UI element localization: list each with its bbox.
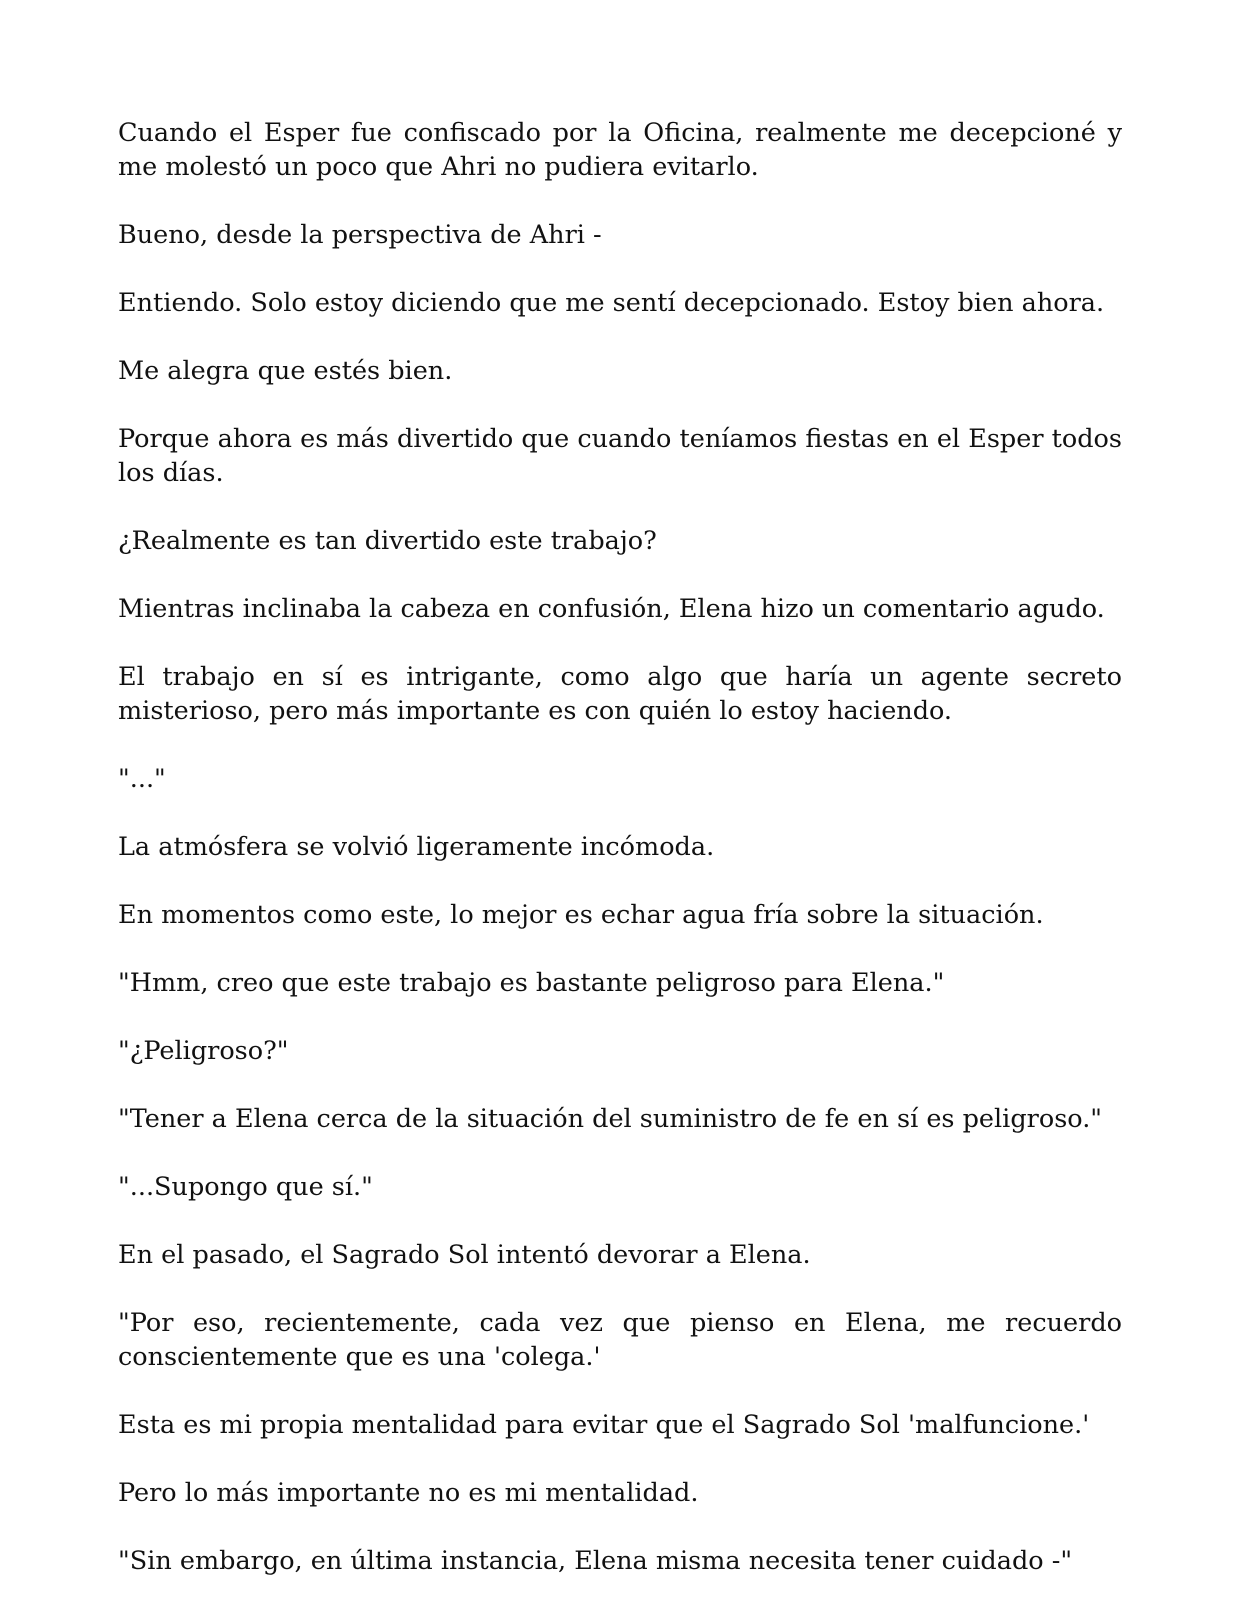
paragraph: ¿Realmente es tan divertido este trabajo? (118, 526, 657, 556)
paragraph: Cuando el Esper fue confiscado por la Oficina, realmente me decepcioné y me molestó un poco que Ahri no pudiera evitarlo. (118, 118, 1122, 182)
paragraph: Me alegra que estés bien. (118, 356, 453, 386)
paragraph: En el pasado, el Sagrado Sol intentó devorar a Elena. (118, 1240, 811, 1270)
paragraph: En momentos como este, lo mejor es echar agua fría sobre la situación. (118, 900, 1044, 930)
paragraph: "..." (118, 764, 166, 794)
paragraph: Porque ahora es más divertido que cuando teníamos fiestas en el Esper todos los días. (118, 424, 1122, 488)
paragraph: "¿Peligroso?" (118, 1036, 289, 1066)
paragraph: "Hmm, creo que este trabajo es bastante peligroso para Elena." (118, 968, 945, 998)
paragraph: "Sin embargo, en última instancia, Elena misma necesita tener cuidado -" (118, 1546, 1073, 1576)
paragraph: La atmósfera se volvió ligeramente incómoda. (118, 832, 715, 862)
paragraph: Entiendo. Solo estoy diciendo que me sentí decepcionado. Estoy bien ahora. (118, 288, 1105, 318)
paragraph: "...Supongo que sí." (118, 1172, 373, 1202)
paragraph: Bueno, desde la perspectiva de Ahri - (118, 220, 602, 250)
paragraph: Mientras inclinaba la cabeza en confusión, Elena hizo un comentario agudo. (118, 594, 1105, 624)
paragraph: "Por eso, recientemente, cada vez que pienso en Elena, me recuerdo conscientemente que es una 'colega.' (118, 1308, 1122, 1372)
paragraph: Esta es mi propia mentalidad para evitar que el Sagrado Sol 'malfuncione.' (118, 1410, 1090, 1440)
paragraph: El trabajo en sí es intrigante, como algo que haría un agente secreto misterioso, pero más importante es con quién lo estoy haciendo. (118, 662, 1122, 726)
document-body (118, 116, 1122, 1578)
paragraph: Pero lo más importante no es mi mentalidad. (118, 1478, 699, 1508)
paragraph: "Tener a Elena cerca de la situación del suministro de fe en sí es peligroso." (118, 1104, 1103, 1134)
